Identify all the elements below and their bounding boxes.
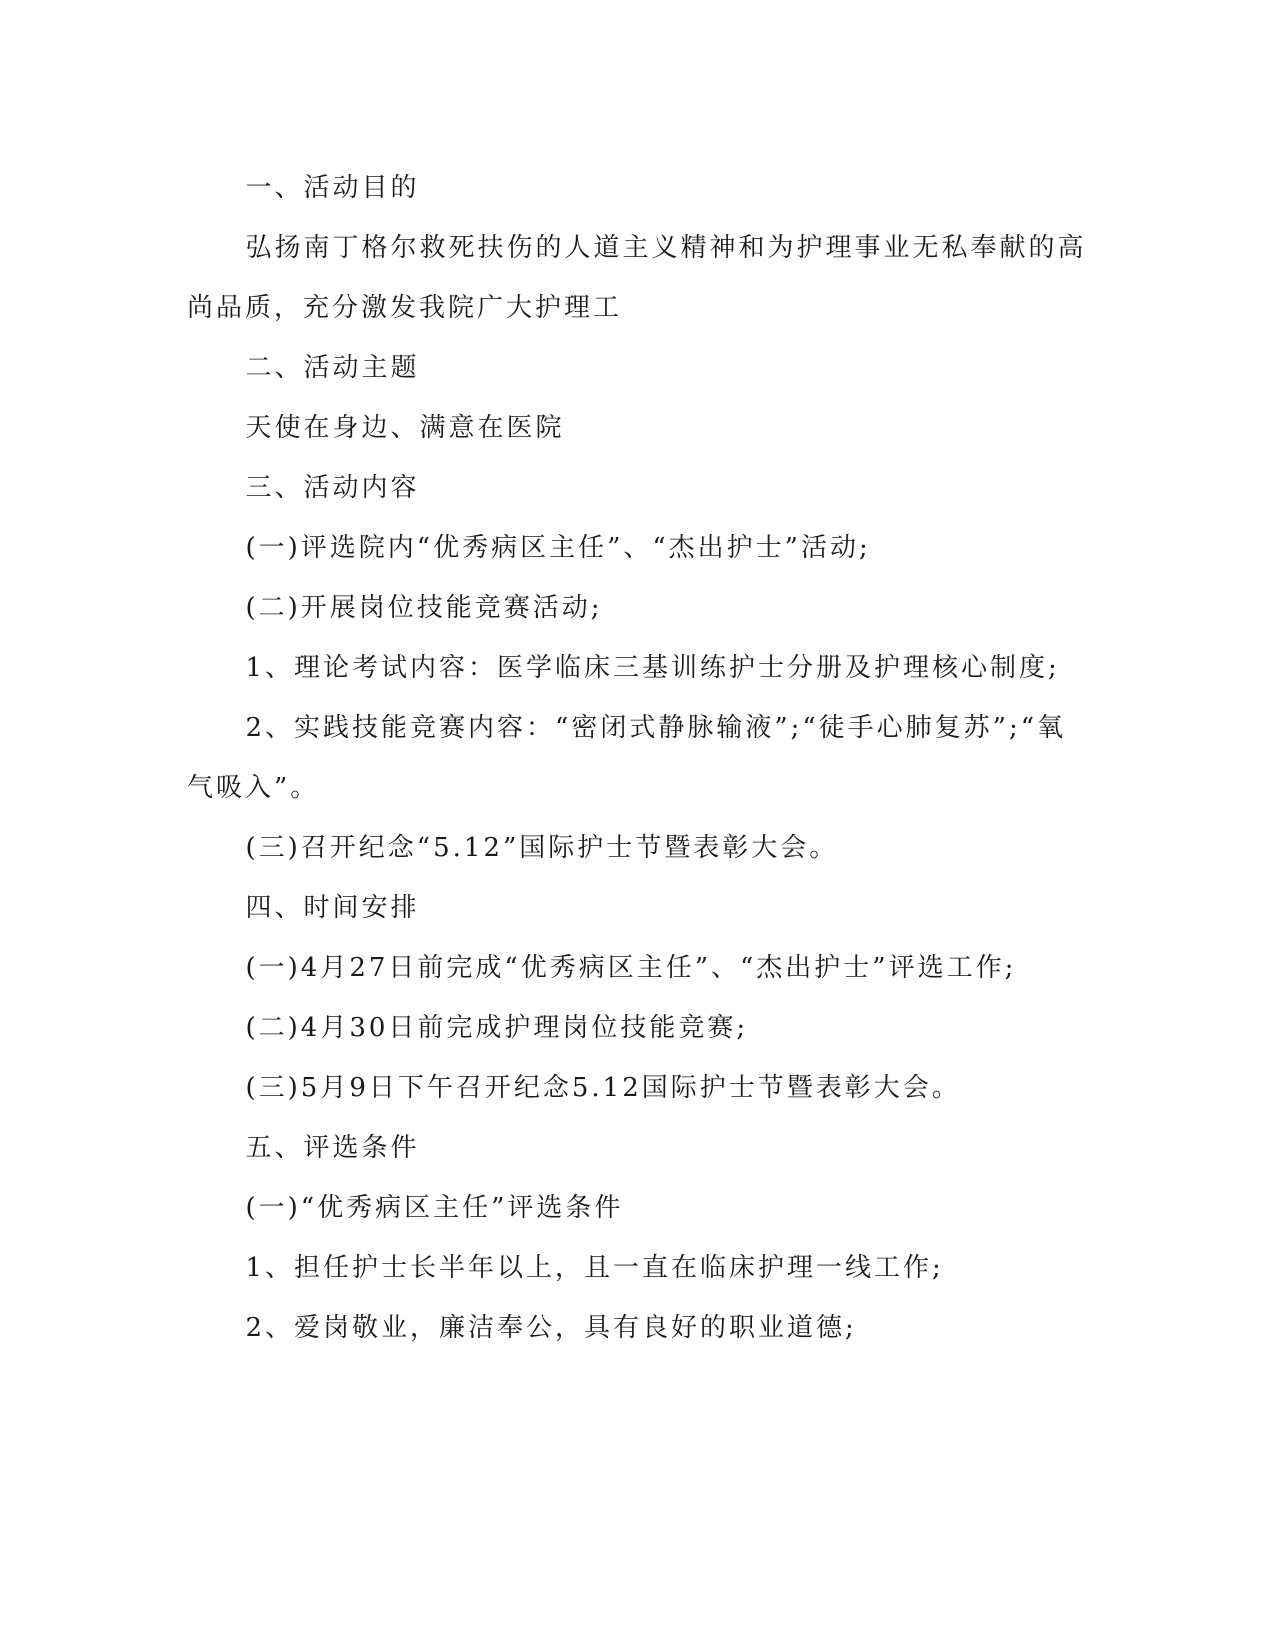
document-body: [187, 158, 1087, 1358]
schedule-item: (三)5月9日下午召开纪念5.12国际护士节暨表彰大会。: [245, 1073, 961, 1103]
content-subitem: 1、理论考试内容：医学临床三基训练护士分册及护理核心制度;: [245, 653, 1060, 683]
purpose-paragraph: 弘扬南丁格尔救死扶伤的人道主义精神和为护理事业无私奉献的高尚品质，充分激发我院广大护理工: [187, 233, 1087, 323]
section-heading-theme: 二、活动主题: [245, 353, 420, 383]
content-item: (三)召开纪念“5.12”国际护士节暨表彰大会。: [245, 833, 839, 863]
criteria-subheading: (一)“优秀病区主任”评选条件: [245, 1193, 624, 1223]
content-subitem: 2、实践技能竞赛内容：“密闭式静脉输液”;“徒手心肺复苏”;“氧气吸入”。: [187, 713, 1067, 803]
theme-paragraph: 天使在身边、满意在医院: [245, 413, 565, 443]
schedule-item: (一)4月27日前完成“优秀病区主任”、“杰出护士”评选工作;: [245, 953, 1017, 983]
section-heading-schedule: 四、时间安排: [245, 893, 420, 923]
section-heading-purpose: 一、活动目的: [245, 173, 420, 203]
criteria-item: 1、担任护士长半年以上，且一直在临床护理一线工作;: [245, 1253, 944, 1283]
section-heading-criteria: 五、评选条件: [245, 1133, 420, 1163]
section-heading-content: 三、活动内容: [245, 473, 420, 503]
content-item: (一)评选院内“优秀病区主任”、“杰出护士”活动;: [245, 533, 871, 563]
criteria-item: 2、爱岗敬业，廉洁奉公，具有良好的职业道德;: [245, 1313, 857, 1343]
schedule-item: (二)4月30日前完成护理岗位技能竞赛;: [245, 1013, 749, 1043]
content-item: (二)开展岗位技能竞赛活动;: [245, 593, 603, 623]
